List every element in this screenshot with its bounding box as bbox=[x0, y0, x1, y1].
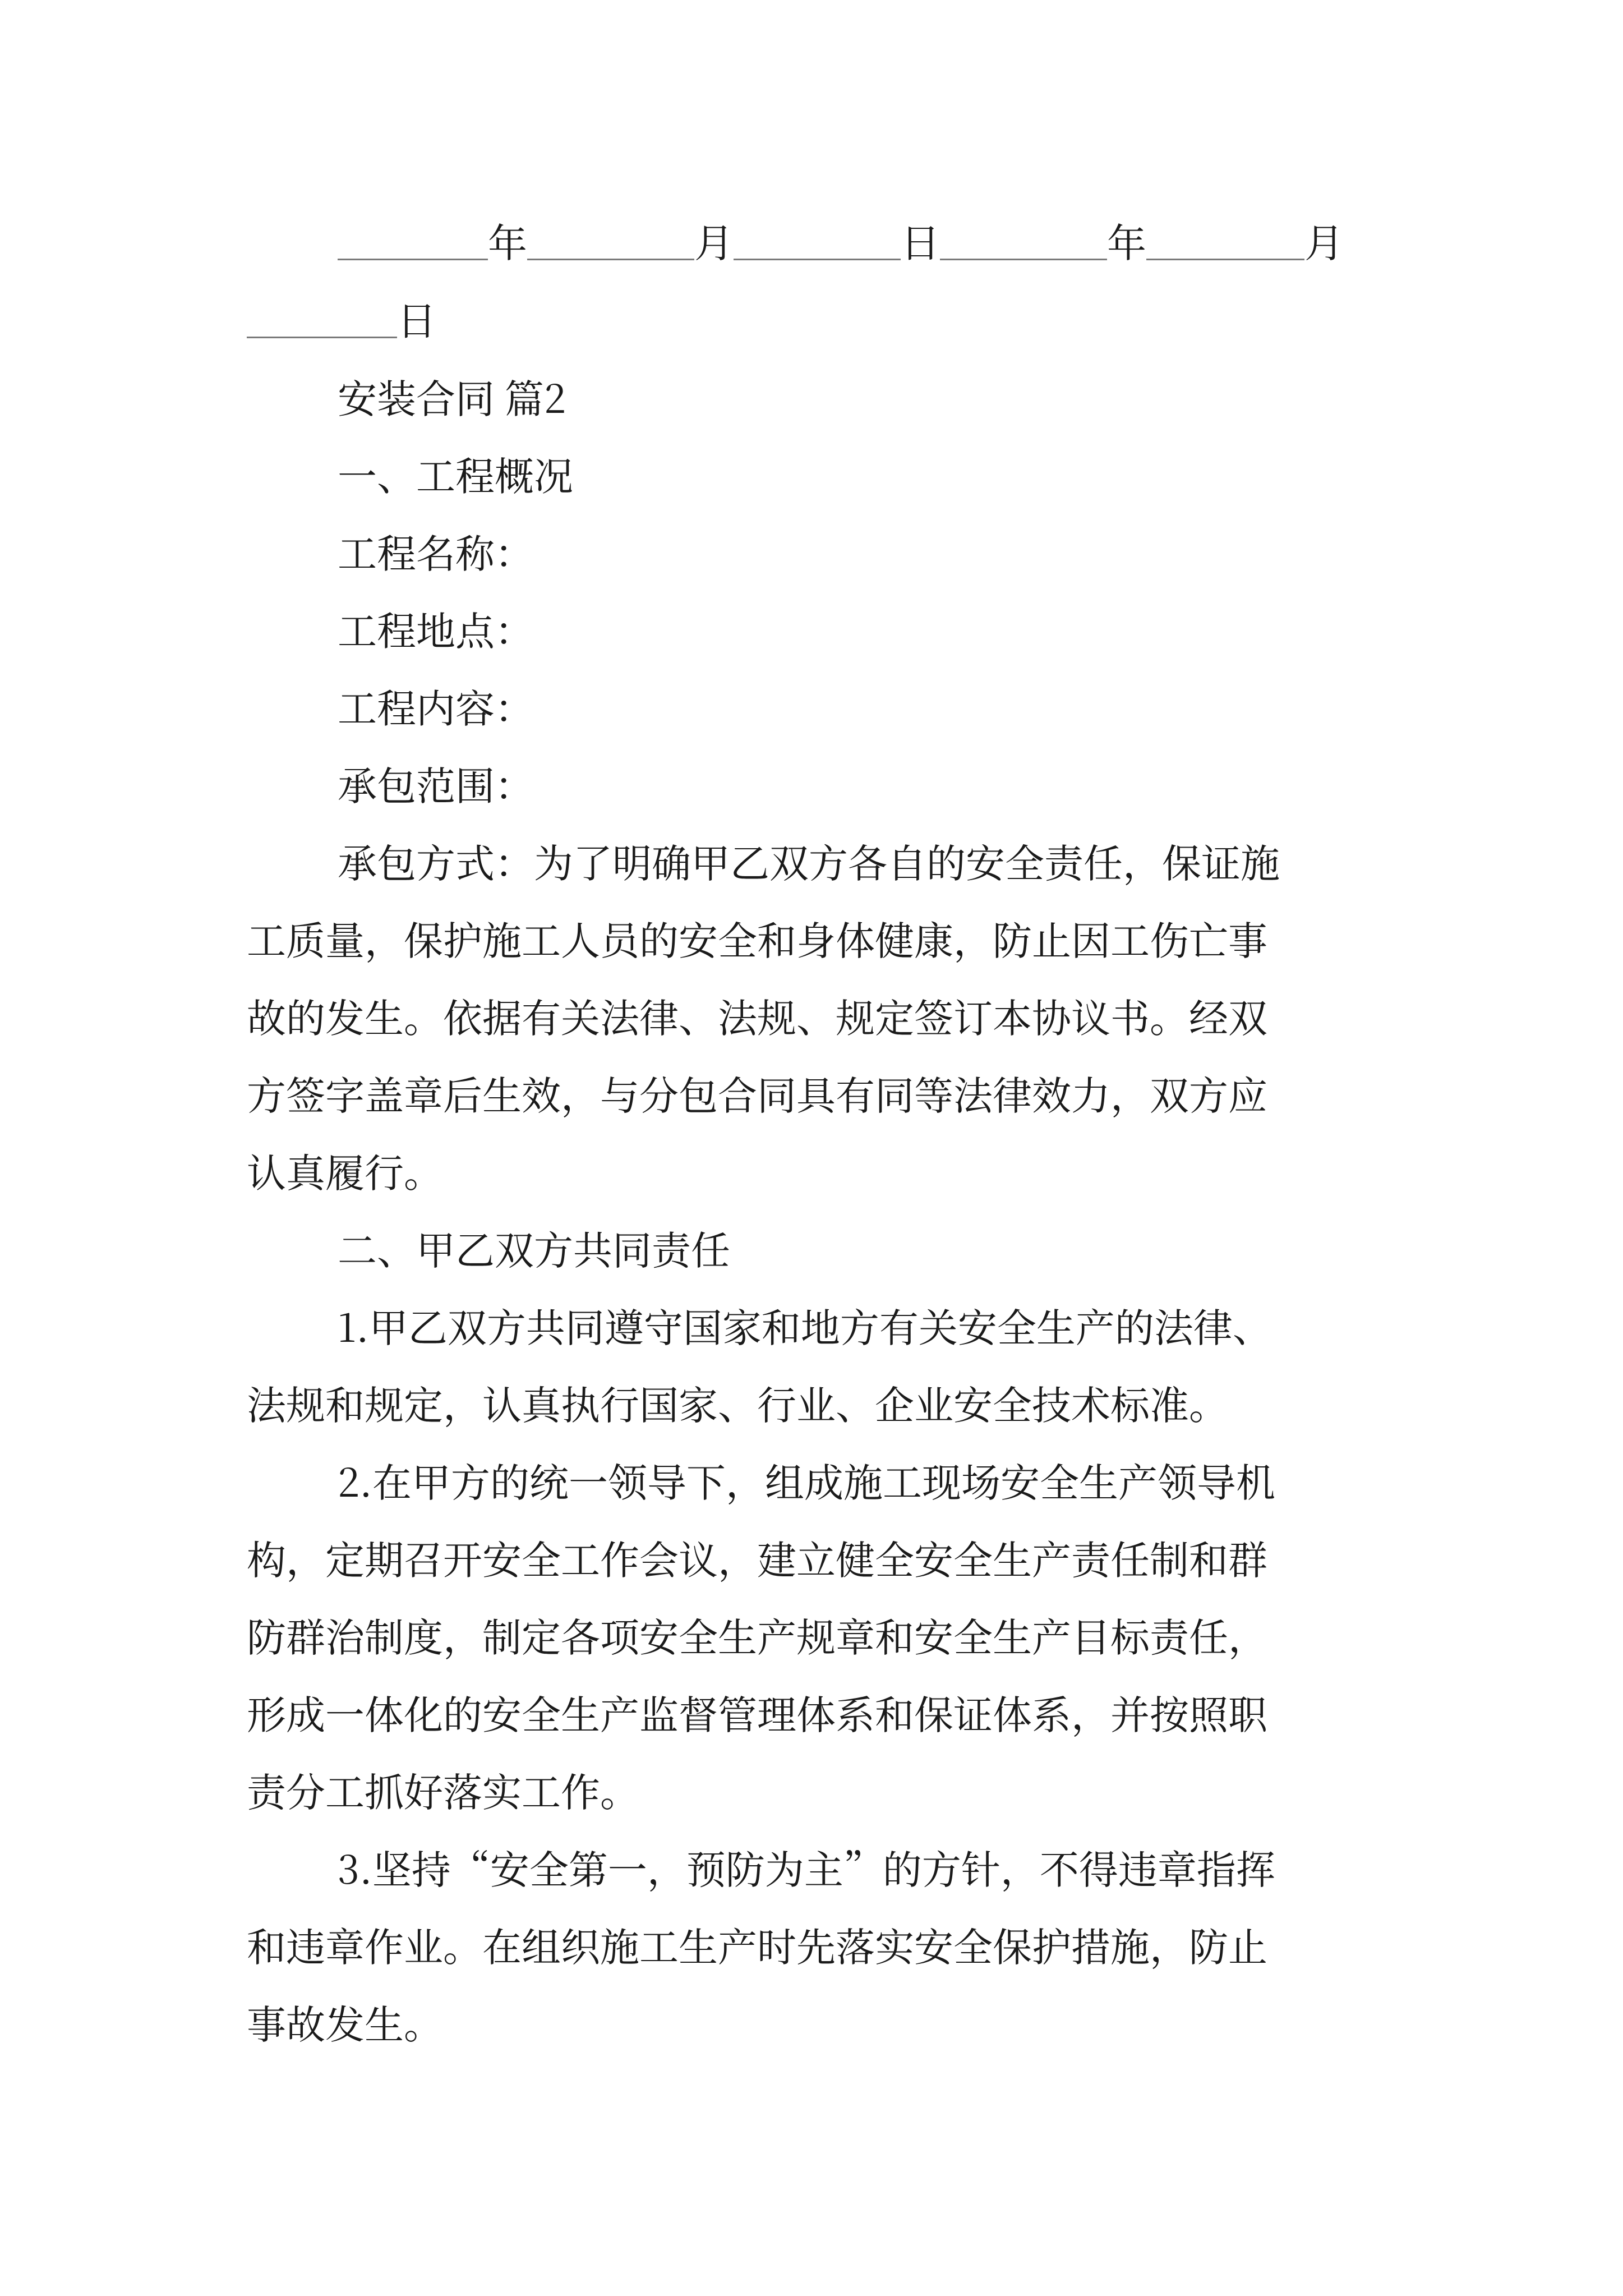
field-project-name: 工程名称： bbox=[338, 523, 534, 579]
heading-joint-responsibilities: 二、甲乙双方共同责任 bbox=[338, 1220, 730, 1276]
day-label: 日 bbox=[397, 290, 436, 347]
year-label: 年 bbox=[1107, 212, 1146, 269]
month-label: 月 bbox=[1304, 212, 1344, 269]
item-2-line: 责分工抓好落实工作。 bbox=[247, 1761, 639, 1818]
year-label: 年 bbox=[488, 212, 527, 269]
item-3-line: 事故发生。 bbox=[247, 1994, 443, 2050]
item-3-line: 3.坚持“安全第一，预防为主”的方针，不得违章指挥 bbox=[338, 1839, 1275, 1895]
field-project-content: 工程内容： bbox=[338, 678, 534, 734]
item-1-line: 1.甲乙双方共同遵守国家和地方有关安全生产的法律、 bbox=[338, 1297, 1272, 1354]
signature-date-line bbox=[338, 212, 1344, 269]
item-2-line: 2.在甲方的统一领导下，组成施工现场安全生产领导机 bbox=[338, 1452, 1275, 1508]
item-2-line: 形成一体化的安全生产监督管理体系和保证体系，并按照职 bbox=[247, 1684, 1267, 1741]
contract-method-line: 故的发生。依据有关法律、法规、规定签订本协议书。经双 bbox=[247, 987, 1267, 1044]
month-blank[interactable] bbox=[1146, 226, 1304, 260]
contract-method-line: 工质量，保护施工人员的安全和身体健康，防止因工伤亡事 bbox=[247, 910, 1267, 967]
contract-method-line: 方签字盖章后生效，与分包合同具有同等法律效力，双方应 bbox=[247, 1065, 1267, 1121]
field-project-location: 工程地点： bbox=[338, 600, 534, 657]
year-blank[interactable] bbox=[940, 226, 1107, 260]
day-blank[interactable] bbox=[734, 226, 901, 260]
contract-method-line: 认真履行。 bbox=[247, 1142, 443, 1199]
month-label: 月 bbox=[694, 212, 734, 269]
year-blank[interactable] bbox=[338, 226, 488, 260]
section-title: 安装合同 篇2 bbox=[338, 368, 566, 425]
item-1-line: 法规和规定，认真执行国家、行业、企业安全技术标准。 bbox=[247, 1374, 1228, 1431]
item-2-line: 构，定期召开安全工作会议，建立健全安全生产责任制和群 bbox=[247, 1529, 1267, 1586]
heading-project-overview: 一、工程概况 bbox=[338, 445, 573, 502]
item-2-line: 防群治制度，制定各项安全生产规章和安全生产目标责任， bbox=[247, 1607, 1267, 1663]
day-label: 日 bbox=[901, 212, 940, 269]
item-3-line: 和违章作业。在组织施工生产时先落实安全保护措施，防止 bbox=[247, 1916, 1267, 1973]
field-contract-scope: 承包范围： bbox=[338, 755, 534, 812]
month-blank[interactable] bbox=[527, 226, 694, 260]
contract-method-line: 承包方式：为了明确甲乙双方各自的安全责任，保证施 bbox=[338, 832, 1280, 889]
day-blank[interactable] bbox=[247, 304, 397, 338]
signature-date-line-continued bbox=[247, 290, 436, 347]
